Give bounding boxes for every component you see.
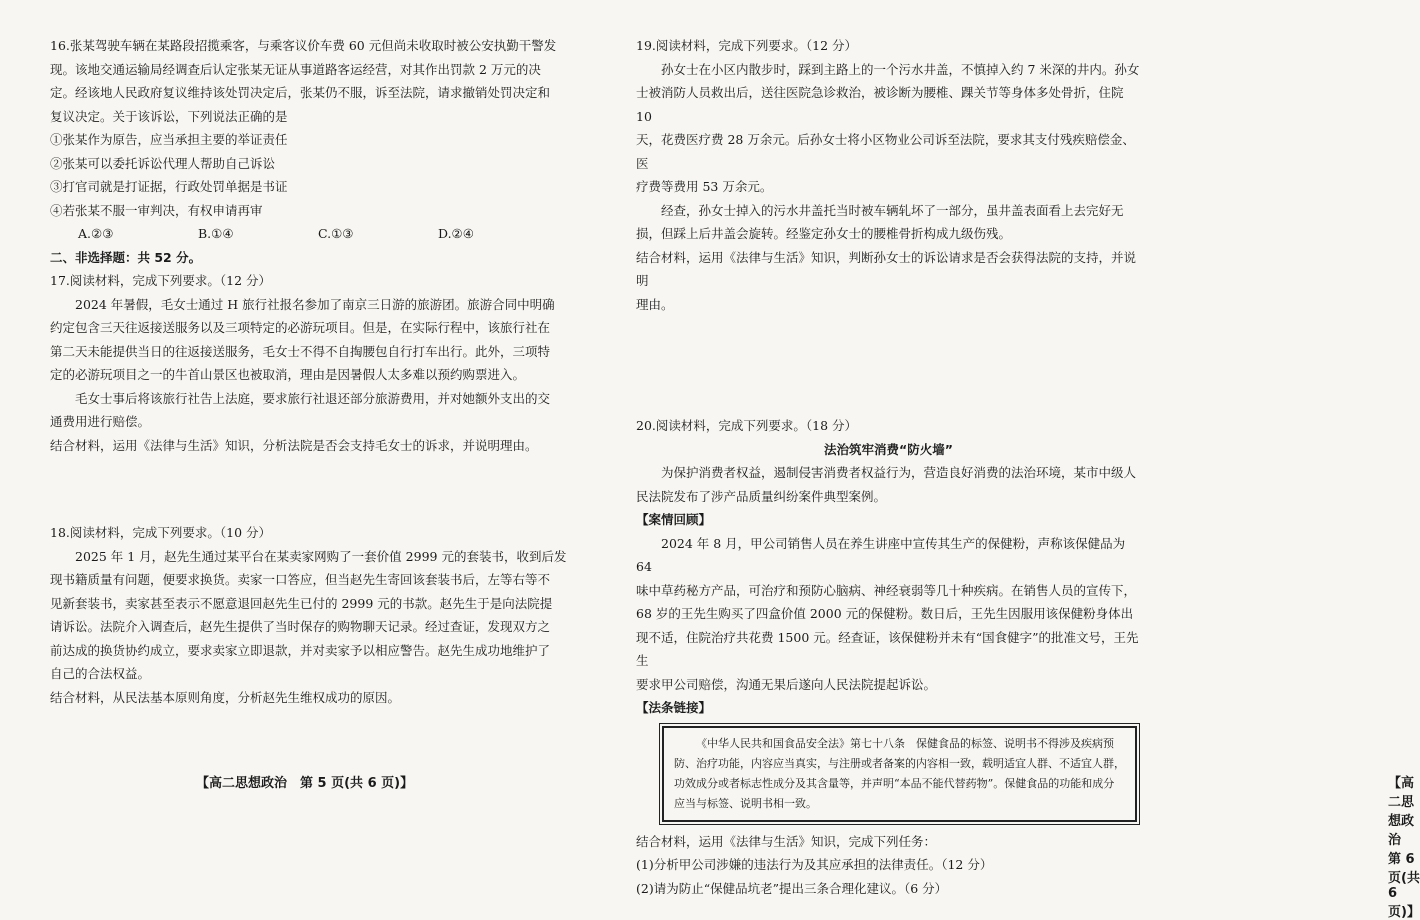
q20-case-line: 要求甲公司赔偿，沟通无果后遂向人民法院提起诉讼。 xyxy=(636,676,937,692)
q17-line: 第二天未能提供当日的往返接送服务，毛女士不得不自掏腰包自行打车出行。此外，三项特 xyxy=(50,343,551,359)
q18-heading: 18.阅读材料，完成下列要求。（10 分） xyxy=(50,525,272,540)
q18-line: 前达成的换货协约成立，要求卖家立即退款，并对卖家予以相应警告。赵先生成功地维护了 xyxy=(50,642,551,658)
q17-heading: 17.阅读材料，完成下列要求。（12 分） xyxy=(50,273,272,288)
q20-title: 法治筑牢消费“防火墙” xyxy=(824,441,953,457)
question-20 xyxy=(636,414,1141,900)
q19-line: 经查，孙女士掉入的污水井盖托当时被车辆轧坏了一部分，虽井盖表面看上去完好无 xyxy=(661,202,1124,218)
q19-line: 天，花费医疗费 28 万余元。后孙女士将小区物业公司诉至法院，要求其支付残疾赔偿金、医 xyxy=(636,132,1135,171)
q20-intro: 民法院发布了涉产品质量纠纷案件典型案例。 xyxy=(636,488,887,504)
case-label: 【案情回顾】 xyxy=(636,512,712,527)
law-label: 【法条链接】 xyxy=(636,700,712,715)
q20-case-line: 68 岁的王先生购买了四盒价值 2000 元的保健粉。数日后，王先生因服用该保健粉身体出 xyxy=(636,606,1134,621)
q16-item: ①张某作为原告，应当承担主要的举证责任 xyxy=(50,132,288,147)
q20-case-line: 2024 年 8 月，甲公司销售人员在养生讲座中宣传其生产的保健粉，声称该保健品为 64 xyxy=(636,535,1126,574)
q18-line: 请诉讼。法院介入调查后，赵先生提供了当时保存的购物聊天记录。经过查证，发现双方之 xyxy=(50,619,551,634)
q19-line: 士被消防人员救出后，送往医院急诊救治，被诊断为腰椎、踝关节等身体多处骨折，住院 10 xyxy=(636,85,1124,124)
q16-item: ②张某可以委托诉讼代理人帮助自己诉讼 xyxy=(50,155,276,171)
q20-case-line: 味中草药秘方产品，可治疗和预防心脑病、神经衰弱等几十种疾病。在销售人员的宣传下， xyxy=(636,582,1137,598)
q16-item: ④若张某不服一审判决，有权申请再审 xyxy=(50,202,263,218)
q18-line: 2025 年 1 月，赵先生通过某平台在某卖家网购了一套价值 2999 元的套装书，收到后发 xyxy=(75,548,567,564)
q18-line: 现书籍质量有问题，便要求换货。卖家一口答应，但当赵先生寄回该套装书后，左等右等不 xyxy=(50,572,551,587)
q17-line: 约定包含三天往返接送服务以及三项特定的必游玩项目。但是，在实际行程中，该旅行社在 xyxy=(50,320,551,335)
q19-task: 理由。 xyxy=(636,296,674,312)
question-17 xyxy=(50,269,570,457)
q17-line: 毛女士事后将该旅行社告上法庭，要求旅行社退还部分旅游费用，并对她额外支出的交 xyxy=(75,390,551,406)
question-18 xyxy=(50,521,570,709)
option-c: C.①③ xyxy=(318,226,354,241)
question-16 xyxy=(50,34,570,246)
left-column xyxy=(50,34,570,709)
q20-subtask-1: (1)分析甲公司涉嫌的违法行为及其应承担的法律责任。（12 分） xyxy=(636,857,993,872)
q20-case-line: 现不适，住院治疗共花费 1500 元。经查证，该保健粉并未有“国食健字”的批准文号，王先生 xyxy=(636,629,1139,668)
left-page xyxy=(0,0,600,847)
q19-line: 孙女士在小区内散步时，踩到主路上的一个污水井盖，不慎掉入约 7 米深的井内。孙女 xyxy=(661,61,1140,77)
q17-task: 结合材料，运用《法律与生活》知识，分析法院是否会支持毛女士的诉求，并说明理由。 xyxy=(50,437,538,453)
option-b: B.①④ xyxy=(198,226,234,241)
q19-line: 损，但踩上后井盖会旋转。经鉴定孙女士的腰椎骨折构成九级伤残。 xyxy=(636,226,1012,241)
page-footer: 【高二思想政治 第 5 页(共 6 页)】 xyxy=(196,776,414,791)
q18-line: 见新套装书，卖家甚至表示不愿意退回赵先生已付的 2999 元的书款。赵先生于是向法院提 xyxy=(50,595,553,611)
section-heading: 二、非选择题：共 52 分。 xyxy=(50,249,202,265)
q17-line: 2024 年暑假，毛女士通过 H 旅行社报名参加了南京三日游的旅游团。旅游合同中明确 xyxy=(75,296,555,312)
right-page xyxy=(600,0,1420,920)
q16-line: 定。经该地人民政府复议维持该处罚决定后，张某仍不服，诉至法院，请求撤销处罚决定和 xyxy=(50,85,551,100)
page-footer: 【高二思想政治 第 6 页(共 6 页)】 xyxy=(1388,776,1420,920)
q16-line: 现。该地交通运输局经调查后认定张某无证从事道路客运经营，对其作出罚款 2 万元的决 xyxy=(50,61,541,77)
q20-intro: 为保护消费者权益，遏制侵害消费者权益行为，营造良好消费的法治环境，某市中级人 xyxy=(661,465,1137,480)
option-d: D.②④ xyxy=(438,226,474,241)
q19-task: 结合材料，运用《法律与生活》知识，判断孙女士的诉讼请求是否会获得法院的支持，并说明 xyxy=(636,249,1137,288)
q18-task: 结合材料，从民法基本原则角度，分析赵先生维权成功的原因。 xyxy=(50,689,401,705)
q16-line: 复议决定。关于该诉讼，下列说法正确的是 xyxy=(50,108,288,124)
q20-subtask-2: (2)请为防止“保健品坑老”提出三条合理化建议。（6 分） xyxy=(636,880,948,896)
law-box: 《中华人民共和国食品安全法》第七十八条 保健食品的标签、说明书不得涉及疾病预防、治疗功能，内容应当真实，与注册或者备案的内容相一致，载明适宜人群、不适宜人群，功效成分或者标志性成分及其含量等，并声明“本品不能代替药物”。保健食品的功能和成分应当与标签、说明书相一致。 xyxy=(662,726,1137,822)
question-19 xyxy=(636,34,1141,316)
q16-options xyxy=(50,222,570,246)
right-column xyxy=(636,34,1141,900)
q16-item: ③打官司就是打证据，行政处罚单据是书证 xyxy=(50,179,288,194)
q19-heading: 19.阅读材料，完成下列要求。（12 分） xyxy=(636,38,858,53)
option-a: A.②③ xyxy=(78,226,114,241)
q16-line: 16.张某驾驶车辆在某路段招揽乘客，与乘客议价车费 60 元但尚未收取时被公安执勤干警发 xyxy=(50,38,557,53)
q20-task: 结合材料，运用《法律与生活》知识，完成下列任务： xyxy=(636,833,937,849)
q19-line: 疗费等费用 53 万余元。 xyxy=(636,179,773,194)
q20-heading: 20.阅读材料，完成下列要求。（18 分） xyxy=(636,418,858,433)
q17-line: 通费用进行赔偿。 xyxy=(50,414,151,429)
q18-line: 自己的合法权益。 xyxy=(50,666,151,681)
q17-line: 定的必游玩项目之一的牛首山景区也被取消，理由是因暑假人太多难以预约购票进入。 xyxy=(50,367,526,382)
